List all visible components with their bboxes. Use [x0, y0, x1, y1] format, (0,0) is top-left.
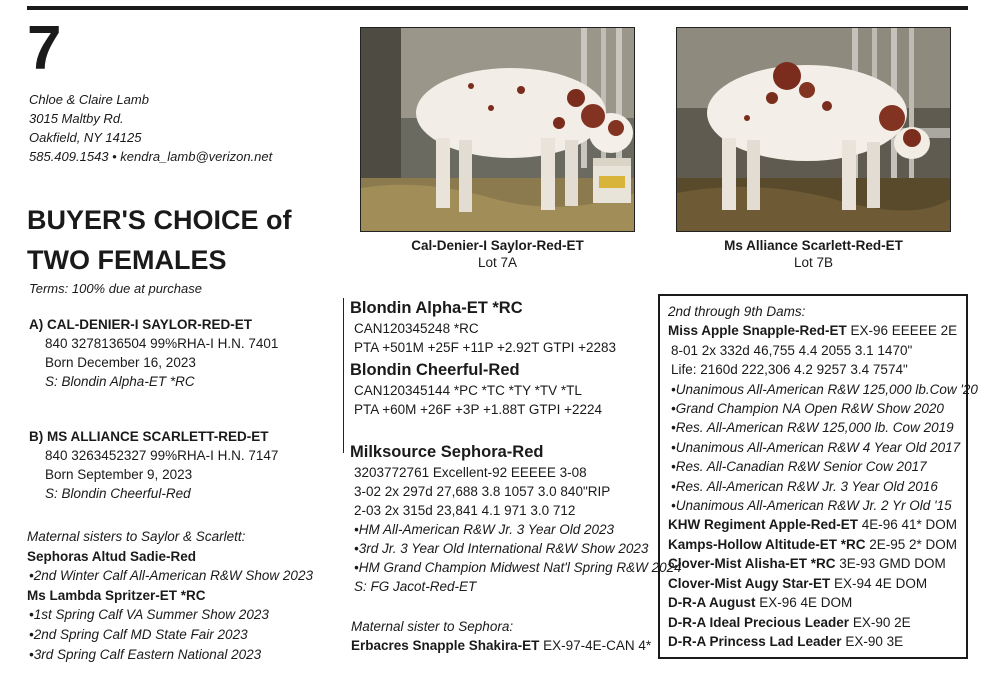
sire-cheerful: [351, 360, 602, 419]
sale-terms: Terms: 100% due at purchase: [29, 281, 202, 296]
animal-a: [29, 315, 278, 391]
consignor-contact: [29, 90, 272, 166]
ancestor-dam: D-R-A Ideal Precious Leader EX-90 2E: [668, 614, 911, 630]
photo-caption-lot: Lot 7A: [477, 255, 518, 270]
dam2-record: 8-01 2x 332d 46,755 4.4 2055 3.1 1470": [671, 342, 913, 358]
consignor-names: Chloe & Claire Lamb: [29, 92, 149, 107]
cow-photo-7b: [676, 27, 951, 232]
lot-number: 7: [27, 14, 62, 83]
dam2-lifetime: Life: 2160d 222,306 4.2 9257 3.4 7574": [671, 362, 908, 378]
dams-list: [668, 302, 978, 651]
dam2-name: Miss Apple Snapple-Red-ET: [668, 323, 847, 339]
sire-alpha-registration: CAN120345248 *RC: [354, 321, 479, 336]
dam2-achievement: •Res. All-Canadian R&W Senior Cow 2017: [671, 459, 927, 475]
sire-cheerful-name: Blondin Cheerful-Red: [350, 361, 520, 379]
pedigree-bracket: [343, 298, 344, 453]
sephora-sister-score: EX-97-4E-CAN 4*: [539, 638, 652, 653]
dam2-score: EX-96 EEEEE 2E: [846, 323, 958, 339]
maternal-sisters: [27, 527, 313, 664]
dam-record: 2-03 2x 315d 23,841 4.1 971 3.0 712: [354, 503, 576, 518]
sister-achievement: •3rd Spring Calf Eastern National 2023: [29, 646, 262, 662]
ancestor-dam: D-R-A Princess Lad Leader EX-90 3E: [668, 633, 904, 649]
dam-record: 3-02 2x 297d 27,688 3.8 1057 3.0 840"RIP: [354, 484, 611, 499]
consignor-phone-email: 585.409.1543 • kendra_lamb@verizon.net: [29, 149, 273, 164]
sister-achievement: •2nd Spring Calf MD State Fair 2023: [29, 626, 248, 642]
page-headline: BUYER'S CHOICE of TWO FEMALES: [27, 205, 292, 275]
dam2-achievement: •Unanimous All-American R&W 4 Year Old 2017: [671, 439, 961, 455]
photo-caption-name: Ms Alliance Scarlett-Red-ET: [724, 238, 903, 253]
animal-b-registration: 840 3263452327 99%RHA-I H.N. 7147: [45, 448, 279, 463]
consignor-street: 3015 Maltby Rd.: [29, 111, 124, 126]
top-rule: [27, 6, 968, 10]
consignor-city: Oakfield, NY 14125: [29, 130, 142, 145]
dam-registration: 3203772761 Excellent-92 EEEEE 3-08: [354, 465, 587, 480]
ancestor-dam: KHW Regiment Apple-Red-ET 4E-96 41* DOM: [668, 517, 958, 533]
sire-alpha: [351, 298, 616, 357]
photo-caption-lot: Lot 7B: [793, 255, 834, 270]
sephora-sister-name: Erbacres Snapple Shakira-ET: [351, 638, 540, 653]
photo-caption-7b: [676, 237, 951, 271]
animal-b-sire: S: Blondin Cheerful-Red: [45, 486, 191, 501]
ancestor-dam: Clover-Mist Alisha-ET *RC 3E-93 GMD DOM: [668, 556, 946, 572]
animal-a-sire: S: Blondin Alpha-ET *RC: [45, 374, 195, 389]
dam2-achievement: •Res. All-American R&W Jr. 3 Year Old 2016: [671, 478, 938, 494]
sister-name: Sephoras Altud Sadie-Red: [27, 548, 197, 564]
sister-achievement: •2nd Winter Calf All-American R&W Show 2023: [29, 568, 313, 584]
sire-cheerful-pta: PTA +60M +26F +3P +1.88T GTPI +2224: [354, 402, 603, 417]
sister-name: Ms Lambda Spritzer-ET *RC: [27, 587, 206, 603]
maternal-sisters-intro: Maternal sisters to Saylor & Scarlett:: [27, 529, 246, 544]
dam2-achievement: •Unanimous All-American R&W Jr. 2 Yr Old '15: [671, 498, 952, 514]
animal-a-birthdate: Born December 16, 2023: [45, 355, 196, 370]
sister-achievement: •1st Spring Calf VA Summer Show 2023: [29, 607, 269, 623]
dam-name: Milksource Sephora-Red: [350, 443, 544, 461]
animal-b-name: B) MS ALLIANCE SCARLETT-RED-ET: [29, 429, 269, 444]
dam-achievement: •3rd Jr. 3 Year Old International R&W Show 2023: [354, 541, 649, 556]
dams-intro: 2nd through 9th Dams:: [668, 304, 806, 319]
animal-b-birthdate: Born September 9, 2023: [45, 467, 193, 482]
sire-cheerful-registration: CAN120345144 *PC *TC *TY *TV *TL: [354, 383, 582, 398]
ancestor-dam: Kamps-Hollow Altitude-ET *RC 2E-95 2* DOM: [668, 536, 958, 552]
animal-b: [29, 427, 278, 503]
dam2-achievement: •Unanimous All-American R&W 125,000 lb.Cow '20: [671, 381, 978, 397]
dam-sire: S: FG Jacot-Red-ET: [354, 579, 477, 594]
sephora-sister: [351, 617, 651, 655]
ancestor-dam: Clover-Mist Augy Star-ET EX-94 4E DOM: [668, 575, 928, 591]
sire-alpha-pta: PTA +501M +25F +11P +2.92T GTPI +2283: [354, 340, 617, 355]
sephora-sister-intro: Maternal sister to Sephora:: [351, 619, 514, 634]
dam-achievement: •HM Grand Champion Midwest Nat'l Spring R&W 2024: [354, 560, 682, 575]
dam2-achievement: •Grand Champion NA Open R&W Show 2020: [671, 401, 944, 417]
dam-sephora: [351, 442, 682, 596]
animal-a-registration: 840 3278136504 99%RHA-I H.N. 7401: [45, 336, 279, 351]
photo-caption-name: Cal-Denier-I Saylor-Red-ET: [411, 238, 584, 253]
animal-a-name: A) CAL-DENIER-I SAYLOR-RED-ET: [29, 317, 253, 332]
sire-alpha-name: Blondin Alpha-ET *RC: [350, 299, 523, 317]
photo-caption-7a: [360, 237, 635, 271]
ancestor-dam: D-R-A August EX-96 4E DOM: [668, 595, 853, 611]
dam2-achievement: •Res. All-American R&W 125,000 lb. Cow 2019: [671, 420, 954, 436]
dam-achievement: •HM All-American R&W Jr. 3 Year Old 2023: [354, 522, 615, 537]
cow-photo-7a: [360, 27, 635, 232]
